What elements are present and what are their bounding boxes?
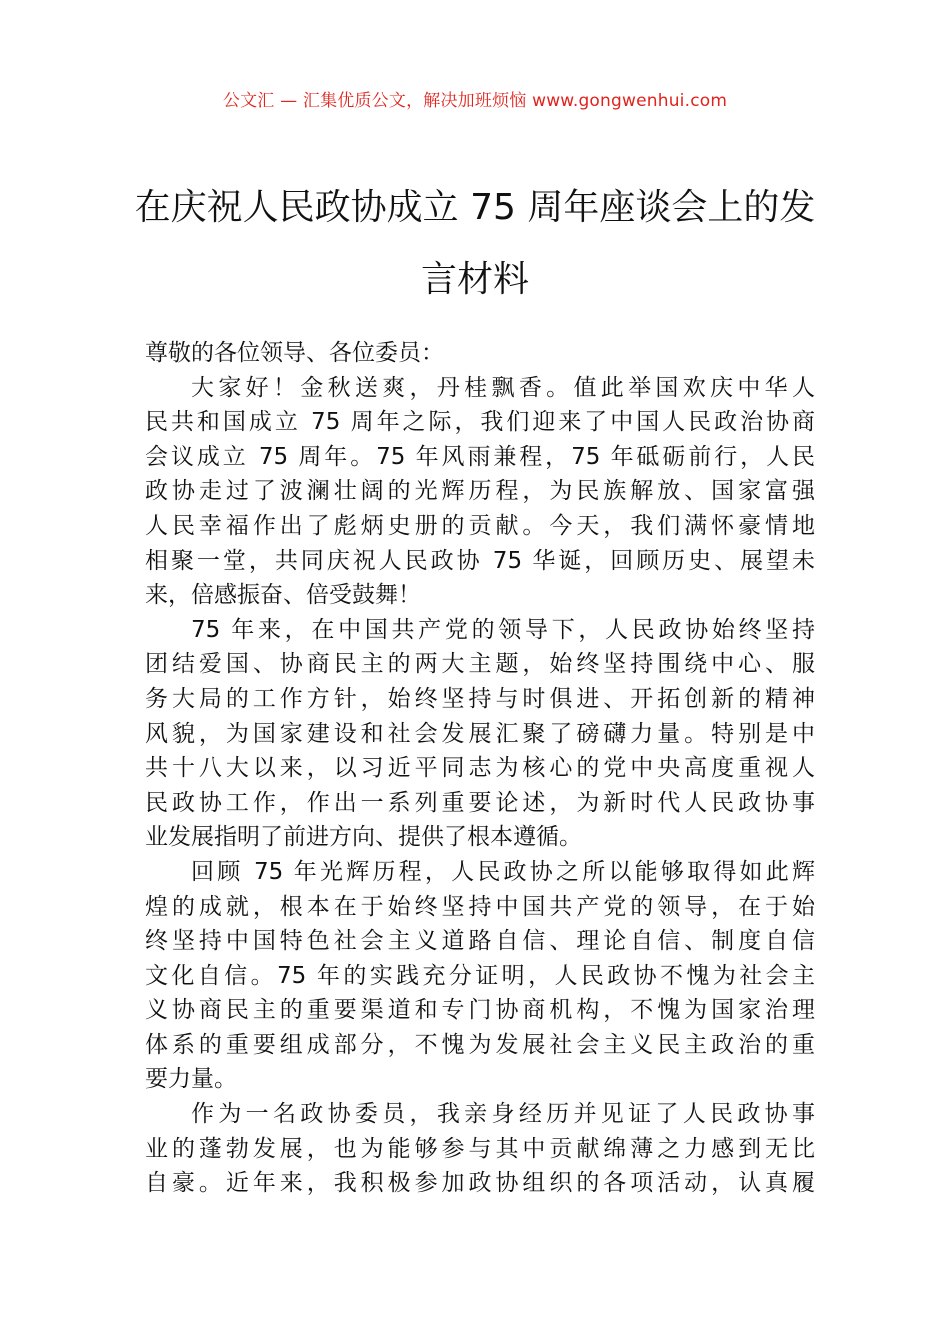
paragraph-line: 75 年来，在中国共产党的领导下，人民政协始终坚持 [191,616,815,643]
paragraph-line: 民共和国成立 75 周年之际，我们迎来了中国人民政治协商 [145,409,815,436]
paragraph-line: 要力量。 [145,1066,237,1093]
paragraph [145,371,815,613]
paragraph-line: 人民幸福作出了彪炳史册的贡献。今天，我们满怀豪情地 [145,512,815,539]
header-banner: 公文汇 — 汇集优质公文，解决加班烦恼 www.gongwenhui.com [222,91,728,111]
paragraph-line: 会议成立 75 周年。75 年风雨兼程，75 年砥砺前行，人民 [145,443,815,470]
paragraph-line: 业发展指明了前进方向、提供了根本遵循。 [145,824,582,851]
paragraph-line: 终坚持中国特色社会主义道路自信、理论自信、制度自信 [145,928,815,955]
paragraph-line: 文化自信。75 年的实践充分证明，人民政协不愧为社会主 [145,962,815,989]
paragraph-line: 自豪。近年来，我积极参加政协组织的各项活动，认真履 [145,1170,815,1197]
paragraph-line: 回顾 75 年光辉历程，人民政协之所以能够取得如此辉 [191,858,815,885]
paragraph-line: 体系的重要组成部分，不愧为发展社会主义民主政治的重 [145,1031,815,1058]
paragraph-line: 团结爱国、协商民主的两大主题，始终坚持围绕中心、服 [145,651,815,678]
paragraph-line: 大家好！金秋送爽，丹桂飘香。值此举国欢庆中华人 [191,374,815,401]
title-line-2: 言材料 [420,259,529,300]
paragraph-line: 政协走过了波澜壮阔的光辉历程，为民族解放、国家富强 [145,478,815,505]
paragraph [145,613,815,855]
paragraph-line: 业的蓬勃发展，也为能够参与其中贡献绵薄之力感到无比 [145,1135,815,1162]
paragraph-line: 义协商民主的重要渠道和专门协商机构，不愧为国家治理 [145,997,815,1024]
document-body [145,336,815,1201]
paragraph-line: 煌的成就，根本在于始终坚持中国共产党的领导，在于始 [145,893,815,920]
paragraph [145,855,815,1097]
paragraph-line: 作为一名政协委员，我亲身经历并见证了人民政协事 [191,1101,815,1128]
paragraph-line: 来，倍感振奋、倍受鼓舞！ [145,582,421,609]
paragraph-line: 共十八大以来，以习近平同志为核心的党中央高度重视人 [145,755,815,782]
paragraph-line: 民政协工作，作出一系列重要论述，为新时代人民政协事 [145,789,815,816]
salutation: 尊敬的各位领导、各位委员： [145,340,444,366]
paragraph [145,1097,815,1201]
document-title [120,172,830,316]
paragraph-line: 风貌，为国家建设和社会发展汇聚了磅礴力量。特别是中 [145,720,815,747]
title-line-1: 在庆祝人民政协成立 75 周年座谈会上的发 [134,187,816,228]
paragraph-line: 相聚一堂，共同庆祝人民政协 75 华诞，回顾历史、展望未 [145,547,815,574]
paragraph-line: 务大局的工作方针，始终坚持与时俱进、开拓创新的精神 [145,685,815,712]
